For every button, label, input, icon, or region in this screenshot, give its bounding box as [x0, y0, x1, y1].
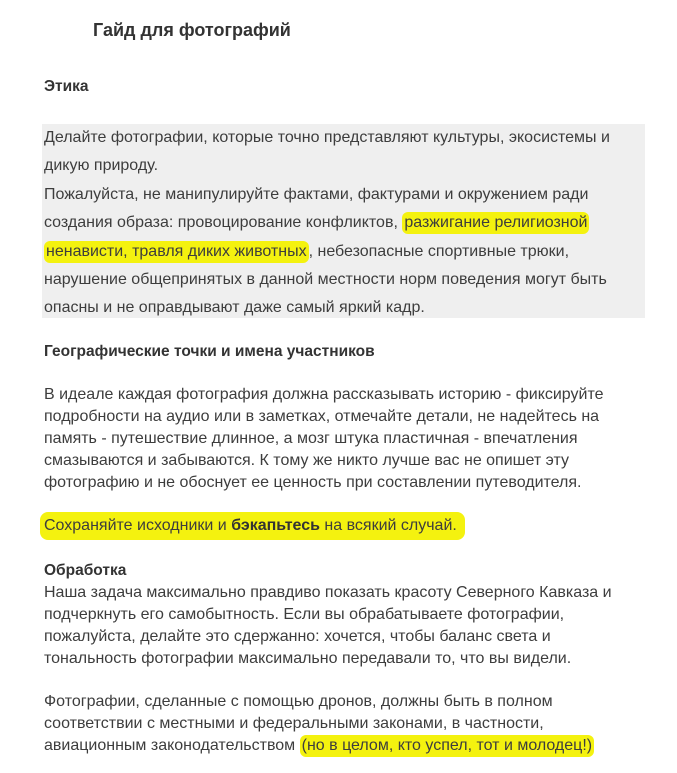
ethics-line: дикую природу.	[44, 157, 159, 175]
ethics-heading: Этика	[44, 78, 89, 95]
backup-text-fragment: на всякий случай.	[319, 517, 457, 534]
processing-line: тональность фотографии максимально передавали то, что вы видели.	[44, 650, 572, 667]
drones-line	[44, 735, 594, 757]
geo-line: подробности на аудио или в заметках, отмечайте детали, не надейтесь на	[44, 408, 600, 425]
processing-line: подчеркнуть его самобытность. Если вы обрабатываете фотографии,	[44, 606, 565, 623]
processing-paragraph	[44, 582, 612, 670]
ethics-line: опасны и не оправдывают даже самый яркий кадр.	[44, 299, 425, 317]
highlight: (но в целом, кто успел, тот и молодец!)	[300, 735, 595, 757]
ethics-line: нарушение общепринятых в данной местности норм поведения могут быть	[44, 271, 607, 289]
geo-paragraph	[44, 384, 604, 494]
highlight: ненависти, травля диких животных	[44, 241, 309, 263]
ethics-line	[44, 209, 610, 237]
geo-line: смазываются и забываются. К тому же никто лучше вас не опишет эту	[44, 452, 569, 469]
backup-bold: бэкапьтесь	[231, 517, 320, 534]
drones-line: Фотографии, сделанные с помощью дронов, должны быть в полном	[44, 693, 553, 710]
ethics-text-fragment: , небезопасные спортивные трюки,	[308, 242, 570, 260]
drones-text-fragment: авиационным законодательством	[44, 737, 300, 754]
backup-text-fragment: Сохраняйте исходники и	[44, 517, 232, 534]
processing-heading: Обработка	[44, 562, 127, 579]
geo-line: фотографию и не обоснует ее ценность при составлении путеводителя.	[44, 474, 582, 491]
processing-line: Наша задача максимально правдиво показать красоту Северного Кавказа и	[44, 584, 612, 601]
ethics-line: Пожалуйста, не манипулируйте фактами, фактурами и окружением ради	[44, 185, 589, 203]
geo-line: память - путешествие длинное, а мозг штука пластичная - впечатления	[44, 430, 578, 447]
highlight: разжигание религиозной	[402, 212, 589, 234]
processing-line: пожалуйста, делайте это сдержанно: хочется, чтобы баланс света и	[44, 628, 551, 645]
ethics-line: Делайте фотографии, которые точно представляют культуры, экосистемы и	[44, 129, 610, 146]
ethics-line	[44, 238, 610, 266]
geo-heading: Географические точки и имена участников	[44, 343, 375, 360]
geo-line: В идеале каждая фотография должна рассказывать историю - фиксируйте	[44, 386, 604, 403]
ethics-text-fragment: создания образа: провоцирование конфликтов,	[44, 214, 398, 232]
ethics-text	[44, 124, 610, 323]
page-title: Гайд для фотографий	[93, 20, 291, 40]
backup-note	[44, 515, 465, 537]
drones-line: соответствии с местными и федеральными законами, в частности,	[44, 715, 544, 732]
drones-paragraph	[44, 691, 594, 757]
highlight	[40, 512, 465, 540]
